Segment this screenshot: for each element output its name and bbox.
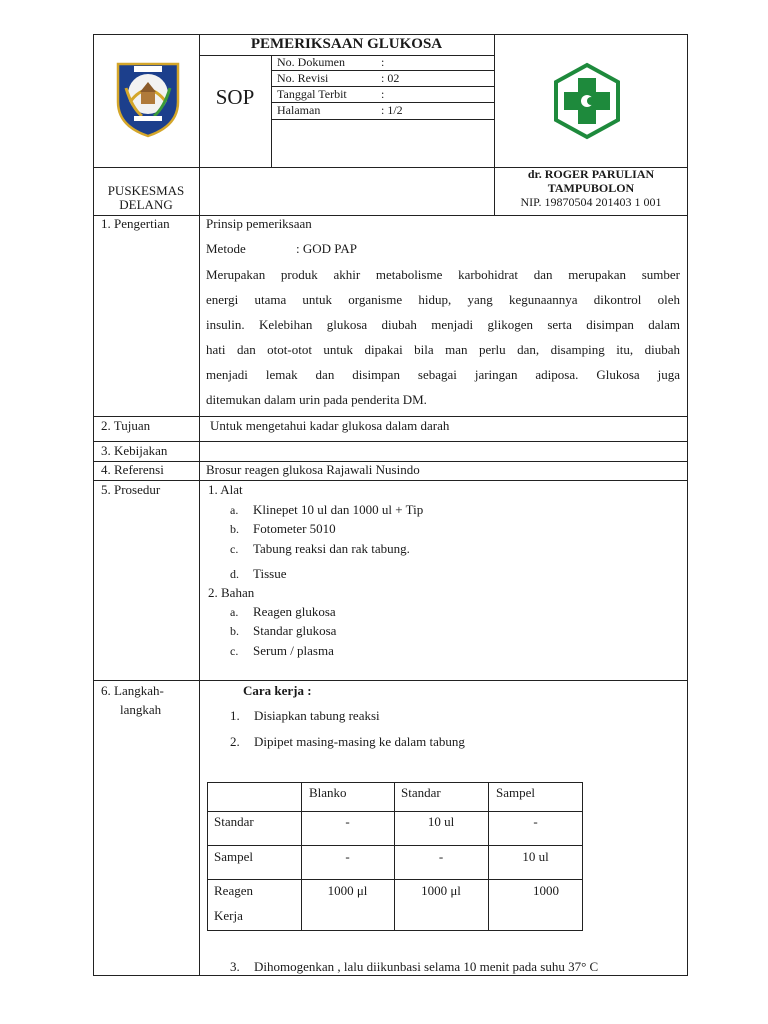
alat-item: Fotometer 5010 (253, 521, 336, 536)
title-underline (199, 55, 494, 56)
table-header-cell: Standar (401, 785, 441, 800)
alat-item: Tissue (253, 566, 287, 581)
section-label-tujuan: 2. Tujuan (101, 418, 151, 433)
alat-marker: c. (230, 542, 239, 556)
paragraph-line: energi utama untuk organisme hidup, yang kegunaannya dikontrol oleh (206, 292, 680, 307)
issue-date-value: : (381, 87, 385, 101)
paragraph-line: menjadi lemak dan disimpan sebagai jaringan adiposa. Glukosa juga (206, 367, 680, 382)
table-cell: 1000 μl (327, 883, 368, 898)
step-text: Dipipet masing-masing ke dalam tabung (254, 734, 465, 749)
bahan-item: Serum / plasma (253, 643, 334, 658)
row-line-tujuan (93, 416, 688, 417)
signer-name-2: TAMPUBOLON (547, 181, 635, 195)
step-text: Dihomogenkan , lalu diikunbasi selama 10 menit pada suhu 37° C (254, 959, 599, 974)
bahan-item: Standar glukosa (253, 623, 337, 638)
revision-value: : 02 (381, 71, 400, 85)
document-title: PEMERIKSAAN GLUKOSA (250, 36, 443, 52)
doc-row-line-4 (271, 119, 494, 120)
table-header-cell: Sampel (496, 785, 535, 800)
alat-item: Klinepet 10 ul dan 1000 ul + Tip (253, 502, 424, 517)
row-line-kebijakan (93, 441, 688, 442)
table-row-line (207, 845, 583, 846)
metode-label: Metode (206, 241, 246, 256)
signer-name-1: dr. ROGER PARULIAN (527, 167, 655, 181)
table-row-label: Sampel (214, 849, 253, 864)
signer-nip: NIP. 19870504 201403 1 001 (520, 195, 662, 209)
paragraph-line: Merupakan produk akhir metabolisme karbohidrat dan merupakan sumber (206, 267, 680, 282)
section-label-prosedur: 5. Prosedur (101, 482, 161, 497)
page-label: Halaman (277, 103, 321, 117)
pengertian-paragraph (206, 262, 680, 412)
paragraph-line: insulin. Kelebihan glukosa diubah menjadi glikogen serta disimpan dalam (206, 317, 680, 332)
alat-title: 1. Alat (208, 482, 243, 497)
bahan-title: 2. Bahan (208, 585, 255, 600)
step-marker: 1. (230, 708, 240, 723)
puskesmas-cross-icon (552, 62, 622, 140)
doc-number-label: No. Dokumen (277, 55, 345, 69)
header-end-line (93, 215, 688, 216)
section-label-pengertian: 1. Pengertian (101, 216, 170, 231)
table-header-cell: Blanko (309, 785, 347, 800)
bahan-marker: c. (230, 644, 239, 658)
cara-kerja-heading: Cara kerja : (243, 683, 312, 698)
table-cell: - (438, 849, 444, 864)
section-label-referensi: 4. Referensi (101, 462, 164, 477)
revision-label: No. Revisi (277, 71, 329, 85)
step-text: Disiapkan tabung reaksi (254, 708, 380, 723)
sop-divider (271, 55, 272, 167)
paragraph-line: hati dan otot-otot untuk dipakai bila man perlu dan, disamping itu, diubah (206, 342, 680, 357)
prinsip-text: Prinsip pemeriksaan (206, 216, 312, 231)
bahan-marker: b. (230, 624, 239, 638)
section-label-langkah-2: langkah (120, 702, 162, 717)
referensi-text: Brosur reagen glukosa Rajawali Nusindo (206, 462, 420, 477)
regency-crest-icon (112, 58, 184, 138)
table-cell: 1000 μl (421, 883, 461, 898)
alat-marker: a. (230, 503, 239, 517)
issue-date-label: Tanggal Terbit (277, 87, 347, 101)
table-row-label-2: Kerja (214, 908, 243, 923)
alat-marker: b. (230, 522, 239, 536)
table-cell: - (345, 849, 350, 864)
table-cell: - (345, 814, 350, 829)
sop-label: SOP (215, 85, 255, 109)
table-cell: 1000 (533, 883, 559, 898)
section-label-langkah-1: 6. Langkah- (101, 683, 164, 698)
step-marker: 3. (230, 959, 240, 974)
tujuan-text: Untuk mengetahui kadar glukosa dalam darah (210, 418, 450, 433)
body-column-divider (199, 215, 200, 976)
org-line-1: PUSKESMAS (107, 183, 185, 198)
table-cell: 10 ul (522, 849, 549, 864)
table-cell: - (533, 814, 538, 829)
table-row-line (207, 879, 583, 880)
step-marker: 2. (230, 734, 240, 749)
table-row-line (207, 811, 583, 812)
section-label-kebijakan: 3. Kebijakan (101, 443, 168, 458)
row-line-langkah (93, 680, 688, 681)
row-line-prosedur (93, 480, 688, 481)
bahan-item: Reagen glukosa (253, 604, 336, 619)
table-row-label: Reagen (214, 883, 253, 898)
bahan-marker: a. (230, 605, 239, 619)
metode-value: : GOD PAP (296, 241, 357, 256)
alat-item: Tabung reaksi dan rak tabung. (253, 541, 410, 556)
table-cell: 10 ul (427, 814, 455, 829)
alat-marker: d. (230, 567, 239, 581)
header-divider-left (199, 34, 200, 215)
org-line-2: DELANG (119, 197, 173, 212)
doc-number-value: : (381, 55, 385, 69)
page-value: : 1/2 (381, 103, 403, 117)
table-row-label: Standar (214, 814, 254, 829)
paragraph-line: ditemukan dalam urin pada penderita DM. (206, 392, 427, 407)
